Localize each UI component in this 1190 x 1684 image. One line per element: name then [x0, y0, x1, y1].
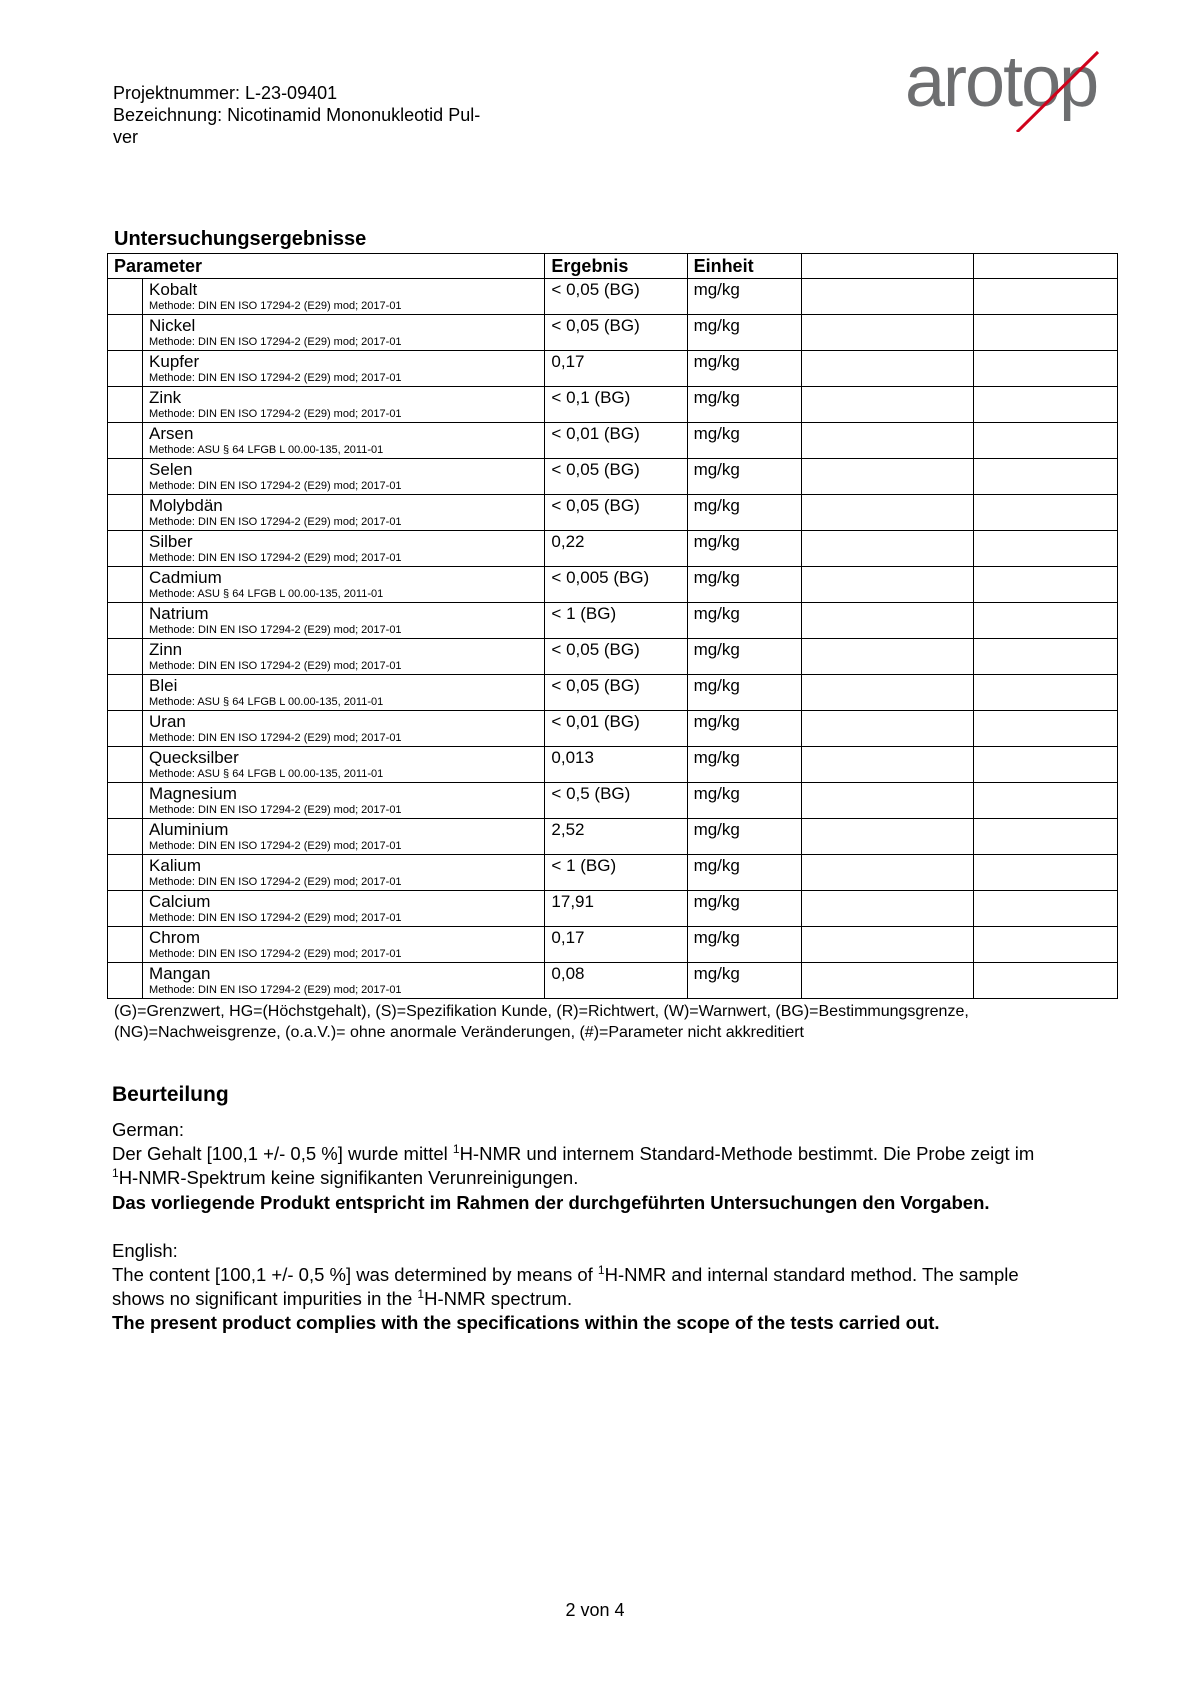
parameter-cell — [143, 747, 545, 783]
empty-cell-1 — [801, 387, 973, 423]
result-value: 0,08 — [551, 964, 585, 983]
unit-value: mg/kg — [693, 640, 740, 659]
table-row — [108, 639, 1118, 675]
table-row — [108, 855, 1118, 891]
empty-cell-2 — [973, 711, 1117, 747]
results-title: Untersuchungsergebnisse — [114, 228, 367, 250]
german-label: German: — [112, 1119, 184, 1140]
unit-value: mg/kg — [693, 928, 740, 947]
result-cell — [545, 747, 687, 783]
parameter-name: Kobalt — [149, 280, 198, 299]
designation-line-2: ver — [113, 127, 139, 147]
unit-cell — [687, 819, 801, 855]
parameter-name: Arsen — [149, 424, 194, 443]
table-row — [108, 279, 1118, 315]
result-cell — [545, 711, 687, 747]
parameter-method: Methode: ASU § 64 LFGB L 00.00-135, 2011-01 — [149, 588, 384, 600]
row-marker-cell — [108, 819, 143, 855]
empty-cell-1 — [801, 711, 973, 747]
result-value: < 0,01 (BG) — [551, 424, 640, 443]
unit-value: mg/kg — [693, 424, 740, 443]
unit-value: mg/kg — [693, 676, 740, 695]
empty-cell-2 — [973, 639, 1117, 675]
unit-cell — [687, 567, 801, 603]
header-empty-1 — [801, 254, 973, 279]
unit-value: mg/kg — [693, 388, 740, 407]
empty-cell-1 — [801, 603, 973, 639]
result-value: < 0,005 (BG) — [551, 568, 650, 587]
parameter-method: Methode: DIN EN ISO 17294-2 (E29) mod; 2017-01 — [149, 732, 402, 744]
parameter-name: Blei — [149, 676, 178, 695]
empty-cell-1 — [801, 927, 973, 963]
table-row — [108, 819, 1118, 855]
row-marker-cell — [108, 783, 143, 819]
parameter-cell — [143, 315, 545, 351]
result-value: 0,22 — [551, 532, 585, 551]
result-cell — [545, 567, 687, 603]
empty-cell-2 — [973, 279, 1117, 315]
empty-cell-1 — [801, 819, 973, 855]
project-number: Projektnummer: L-23-09401 — [113, 83, 338, 103]
parameter-method: Methode: ASU § 64 LFGB L 00.00-135, 2011-01 — [149, 768, 384, 780]
row-marker-cell — [108, 963, 143, 999]
result-value: < 0,05 (BG) — [551, 640, 640, 659]
table-row — [108, 747, 1118, 783]
logo-wordmark: arotop — [905, 48, 1098, 122]
parameter-name: Aluminium — [149, 820, 229, 839]
row-marker-cell — [108, 927, 143, 963]
result-cell — [545, 819, 687, 855]
table-row — [108, 783, 1118, 819]
unit-value: mg/kg — [693, 964, 740, 983]
parameter-name: Chrom — [149, 928, 201, 947]
parameter-cell — [143, 279, 545, 315]
parameter-method: Methode: DIN EN ISO 17294-2 (E29) mod; 2017-01 — [149, 552, 402, 564]
parameter-name: Natrium — [149, 604, 209, 623]
table-row — [108, 387, 1118, 423]
empty-cell-2 — [973, 495, 1117, 531]
empty-cell-2 — [973, 675, 1117, 711]
parameter-cell — [143, 495, 545, 531]
parameter-cell — [143, 927, 545, 963]
empty-cell-1 — [801, 783, 973, 819]
parameter-cell — [143, 459, 545, 495]
result-value: < 0,5 (BG) — [551, 784, 631, 803]
parameter-name: Calcium — [149, 892, 211, 911]
unit-value: mg/kg — [693, 496, 740, 515]
row-marker-cell — [108, 495, 143, 531]
result-value: < 0,05 (BG) — [551, 676, 640, 695]
result-value: 0,17 — [551, 352, 585, 371]
table-row — [108, 351, 1118, 387]
table-row — [108, 531, 1118, 567]
parameter-cell — [143, 639, 545, 675]
parameter-cell — [143, 531, 545, 567]
legend-line-1: (G)=Grenzwert, HG=(Höchstgehalt), (S)=Spezifikation Kunde, (R)=Richtwert, (W)=Warnwert, (BG)=Bestimmungsgrenze, — [114, 1003, 969, 1020]
unit-cell — [687, 855, 801, 891]
row-marker-cell — [108, 279, 143, 315]
arotop-logo — [905, 48, 1153, 132]
empty-cell-2 — [973, 783, 1117, 819]
header-empty-2 — [973, 254, 1117, 279]
parameter-name: Cadmium — [149, 568, 222, 587]
empty-cell-1 — [801, 675, 973, 711]
result-value: < 1 (BG) — [551, 604, 617, 623]
assessment-title: Beurteilung — [112, 1083, 229, 1106]
parameter-method: Methode: DIN EN ISO 17294-2 (E29) mod; 2017-01 — [149, 948, 402, 960]
results-table — [107, 253, 1118, 999]
parameter-method: Methode: ASU § 64 LFGB L 00.00-135, 2011-01 — [149, 696, 384, 708]
result-value: < 0,05 (BG) — [551, 496, 640, 515]
empty-cell-2 — [973, 459, 1117, 495]
parameter-cell — [143, 351, 545, 387]
unit-value: mg/kg — [693, 748, 740, 767]
empty-cell-2 — [973, 747, 1117, 783]
row-marker-cell — [108, 459, 143, 495]
parameter-cell — [143, 387, 545, 423]
parameter-method: Methode: DIN EN ISO 17294-2 (E29) mod; 2017-01 — [149, 840, 402, 852]
unit-cell — [687, 783, 801, 819]
empty-cell-1 — [801, 855, 973, 891]
table-row — [108, 315, 1118, 351]
empty-cell-2 — [973, 603, 1117, 639]
unit-value: mg/kg — [693, 316, 740, 335]
result-value: 2,52 — [551, 820, 585, 839]
result-cell — [545, 279, 687, 315]
empty-cell-1 — [801, 567, 973, 603]
result-cell — [545, 495, 687, 531]
result-cell — [545, 783, 687, 819]
row-marker-cell — [108, 387, 143, 423]
unit-value: mg/kg — [693, 712, 740, 731]
unit-cell — [687, 675, 801, 711]
header-unit: Einheit — [687, 254, 801, 279]
english-conclusion: The present product complies with the specifications within the scope of the tests carried out. — [112, 1312, 940, 1333]
unit-cell — [687, 423, 801, 459]
parameter-method: Methode: DIN EN ISO 17294-2 (E29) mod; 2017-01 — [149, 624, 402, 636]
parameter-method: Methode: DIN EN ISO 17294-2 (E29) mod; 2017-01 — [149, 408, 402, 420]
report-header — [113, 82, 543, 148]
result-cell — [545, 351, 687, 387]
designation-line-1: Bezeichnung: Nicotinamid Mononukleotid Pul- — [113, 105, 481, 125]
unit-cell — [687, 711, 801, 747]
table-row — [108, 567, 1118, 603]
table-row — [108, 927, 1118, 963]
unit-cell — [687, 639, 801, 675]
empty-cell-2 — [973, 423, 1117, 459]
empty-cell-2 — [973, 927, 1117, 963]
unit-cell — [687, 963, 801, 999]
parameter-name: Molybdän — [149, 496, 223, 515]
parameter-name: Quecksilber — [149, 748, 239, 767]
result-cell — [545, 675, 687, 711]
table-row — [108, 963, 1118, 999]
row-marker-cell — [108, 423, 143, 459]
result-value: < 1 (BG) — [551, 856, 617, 875]
row-marker-cell — [108, 315, 143, 351]
result-value: < 0,05 (BG) — [551, 460, 640, 479]
parameter-method: Methode: DIN EN ISO 17294-2 (E29) mod; 2017-01 — [149, 876, 402, 888]
parameter-cell — [143, 855, 545, 891]
table-row — [108, 711, 1118, 747]
empty-cell-1 — [801, 459, 973, 495]
row-marker-cell — [108, 711, 143, 747]
unit-cell — [687, 387, 801, 423]
table-header-row — [108, 254, 1118, 279]
empty-cell-2 — [973, 891, 1117, 927]
parameter-cell — [143, 711, 545, 747]
page-number: 2 von 4 — [565, 1600, 625, 1620]
row-marker-cell — [108, 747, 143, 783]
unit-cell — [687, 603, 801, 639]
unit-cell — [687, 531, 801, 567]
row-marker-cell — [108, 891, 143, 927]
empty-cell-2 — [973, 855, 1117, 891]
unit-value: mg/kg — [693, 568, 740, 587]
parameter-method: Methode: DIN EN ISO 17294-2 (E29) mod; 2017-01 — [149, 984, 402, 996]
header-parameter: Parameter — [108, 254, 545, 279]
unit-cell — [687, 891, 801, 927]
unit-value: mg/kg — [693, 532, 740, 551]
unit-cell — [687, 495, 801, 531]
unit-cell — [687, 459, 801, 495]
row-marker-cell — [108, 567, 143, 603]
row-marker-cell — [108, 603, 143, 639]
result-value: 0,013 — [551, 748, 594, 767]
english-paragraph: The content [100,1 +/- 0,5 %] was determined by means of $^1$H-NMR and internal standard method. The sample shows no significant impurities in the $^1$H-NMR spectrum. — [112, 1263, 1019, 1309]
result-value: < 0,05 (BG) — [551, 316, 640, 335]
parameter-cell — [143, 675, 545, 711]
parameter-name: Magnesium — [149, 784, 237, 803]
parameter-name: Zink — [149, 388, 182, 407]
empty-cell-1 — [801, 531, 973, 567]
parameter-cell — [143, 891, 545, 927]
parameter-name: Kalium — [149, 856, 201, 875]
parameter-name: Uran — [149, 712, 186, 731]
parameter-name: Silber — [149, 532, 193, 551]
table-row — [108, 675, 1118, 711]
parameter-name: Mangan — [149, 964, 211, 983]
empty-cell-1 — [801, 351, 973, 387]
result-cell — [545, 927, 687, 963]
empty-cell-2 — [973, 567, 1117, 603]
parameter-cell — [143, 567, 545, 603]
parameter-method: Methode: DIN EN ISO 17294-2 (E29) mod; 2017-01 — [149, 516, 402, 528]
table-row — [108, 423, 1118, 459]
empty-cell-2 — [973, 531, 1117, 567]
unit-value: mg/kg — [693, 460, 740, 479]
parameter-method: Methode: DIN EN ISO 17294-2 (E29) mod; 2017-01 — [149, 660, 402, 672]
row-marker-cell — [108, 855, 143, 891]
result-cell — [545, 891, 687, 927]
unit-cell — [687, 351, 801, 387]
result-cell — [545, 531, 687, 567]
row-marker-cell — [108, 351, 143, 387]
unit-value: mg/kg — [693, 820, 740, 839]
parameter-name: Selen — [149, 460, 193, 479]
parameter-method: Methode: DIN EN ISO 17294-2 (E29) mod; 2017-01 — [149, 336, 402, 348]
empty-cell-1 — [801, 423, 973, 459]
result-cell — [545, 963, 687, 999]
result-cell — [545, 639, 687, 675]
table-row — [108, 603, 1118, 639]
result-cell — [545, 603, 687, 639]
parameter-method: Methode: DIN EN ISO 17294-2 (E29) mod; 2017-01 — [149, 912, 402, 924]
result-cell — [545, 387, 687, 423]
empty-cell-2 — [973, 351, 1117, 387]
parameter-cell — [143, 963, 545, 999]
empty-cell-2 — [973, 819, 1117, 855]
empty-cell-2 — [973, 315, 1117, 351]
row-marker-cell — [108, 675, 143, 711]
unit-value: mg/kg — [693, 856, 740, 875]
table-row — [108, 459, 1118, 495]
unit-value: mg/kg — [693, 784, 740, 803]
empty-cell-1 — [801, 495, 973, 531]
empty-cell-1 — [801, 315, 973, 351]
german-paragraph: Der Gehalt [100,1 +/- 0,5 %] wurde mittel $^1$H-NMR und internem Standard-Methode bestimmt. Die Probe zeigt im $^1$H-NMR-Spektrum keine signifikanten Verunreinigungen. — [112, 1142, 1035, 1188]
parameter-cell — [143, 783, 545, 819]
table-row — [108, 891, 1118, 927]
parameter-method: Methode: DIN EN ISO 17294-2 (E29) mod; 2017-01 — [149, 804, 402, 816]
unit-value: mg/kg — [693, 352, 740, 371]
result-value: 0,17 — [551, 928, 585, 947]
result-value: < 0,01 (BG) — [551, 712, 640, 731]
header-result: Ergebnis — [545, 254, 687, 279]
empty-cell-1 — [801, 747, 973, 783]
parameter-method: Methode: DIN EN ISO 17294-2 (E29) mod; 2017-01 — [149, 300, 402, 312]
unit-cell — [687, 315, 801, 351]
empty-cell-1 — [801, 639, 973, 675]
empty-cell-2 — [973, 387, 1117, 423]
empty-cell-2 — [973, 963, 1117, 999]
empty-cell-1 — [801, 963, 973, 999]
table-row — [108, 495, 1118, 531]
parameter-cell — [143, 603, 545, 639]
parameter-name: Kupfer — [149, 352, 200, 371]
result-value: < 0,05 (BG) — [551, 280, 640, 299]
parameter-cell — [143, 819, 545, 855]
parameter-cell — [143, 423, 545, 459]
german-conclusion: Das vorliegende Produkt entspricht im Rahmen der durchgeführten Untersuchungen den Vorgaben. — [112, 1192, 990, 1213]
result-cell — [545, 423, 687, 459]
result-value: 17,91 — [551, 892, 594, 911]
parameter-name: Zinn — [149, 640, 183, 659]
unit-cell — [687, 927, 801, 963]
unit-cell — [687, 279, 801, 315]
unit-value: mg/kg — [693, 280, 740, 299]
legend-line-2: (NG)=Nachweisgrenze, (o.a.V.)= ohne anormale Veränderungen, (#)=Parameter nicht akkreditiert — [114, 1024, 804, 1041]
unit-value: mg/kg — [693, 892, 740, 911]
parameter-name: Nickel — [149, 316, 196, 335]
empty-cell-1 — [801, 279, 973, 315]
result-value: < 0,1 (BG) — [551, 388, 631, 407]
empty-cell-1 — [801, 891, 973, 927]
parameter-method: Methode: ASU § 64 LFGB L 00.00-135, 2011-01 — [149, 444, 384, 456]
abbreviation-legend — [114, 1001, 1114, 1043]
row-marker-cell — [108, 639, 143, 675]
unit-value: mg/kg — [693, 604, 740, 623]
row-marker-cell — [108, 531, 143, 567]
parameter-method: Methode: DIN EN ISO 17294-2 (E29) mod; 2017-01 — [149, 372, 402, 384]
result-cell — [545, 315, 687, 351]
result-cell — [545, 855, 687, 891]
result-cell — [545, 459, 687, 495]
english-label: English: — [112, 1240, 178, 1261]
parameter-method: Methode: DIN EN ISO 17294-2 (E29) mod; 2017-01 — [149, 480, 402, 492]
unit-cell — [687, 747, 801, 783]
